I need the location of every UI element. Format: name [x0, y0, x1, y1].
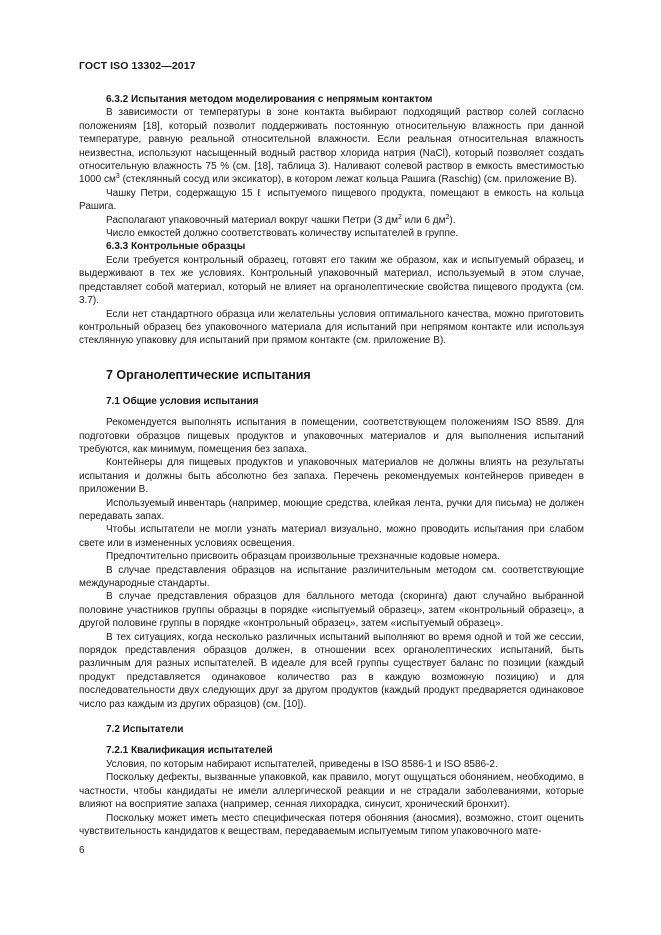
paragraph: В случае представления образцов на испытание различительным методом см. соответствующие международные стандарты. — [79, 564, 584, 589]
section-heading-7: 7 Органолептические испытания — [106, 367, 311, 382]
paragraph: Чтобы испытатели не могли узнать материал визуально, можно проводить испытания при слабом свете или в измененных условиях освещения. — [79, 524, 584, 549]
paragraph: Чашку Петри, содержащую 15 ℓ испытуемого пищевого продукта, помещают в емкость на кольца Рашига. — [79, 187, 584, 213]
paragraph: Поскольку может иметь место специфическая потеря обоняния (аносмия), возможно, стоит оценить чувствительность кандидатов к веществам, передаваемым испытуемым типом упаковочного мате- — [79, 812, 584, 837]
paragraph: Располагают упаковочный материал вокруг чашки Петри (3 $дм^2$ или 6 $дм^2$). — [106, 213, 456, 226]
paragraph: Если нет стандартного образца или желательны условия оптимального качества, можно приготовить контрольный образец без упаковочного материала для испытаний при непрямом контакте или используя стеклянную упаковку для испытаний при прямом контакте (см. приложение В). — [79, 308, 584, 347]
section-heading-7-2: 7.2 Испытатели — [106, 724, 184, 736]
paragraph: Условия, по которым набирают испытателей, приведены в ISO 8586-1 и ISO 8586-2. — [106, 758, 498, 770]
paragraph: Используемый инвентарь (например, моющие средства, клейкая лента, ручки для письма) не должен передавать запах. — [79, 497, 584, 522]
document-body — [79, 93, 584, 838]
paragraph: Предпочтительно присвоить образцам произвольные трехзначные кодовые номера. — [106, 551, 500, 563]
paragraph: В случае представления образцов для балльного метода (скоринга) дают случайно выбранной половине участников группы образцы в порядке «испытуемый образец», затем «контрольный образец», а другой половине группы в порядке «контрольный образец», затем «испытуемый образец». — [79, 591, 584, 630]
paragraph: В зависимости от температуры в зоне контакта выбирают подходящий раствор солей согласно положениям [18], который позволит поддерживать постоянную относительную влажность при данной температуре, равную реальной относительной влажности. Если реальная относительная влажность неизвестна, используют насыщенный водный раствор хлорида натрия (NaCl), который позволяет создать относительную влажность 75 % (см. [18], таблица 3). Наливают солевой раствор в емкость вместимостью 1000 $см^3$ (стеклянный сосуд или эксикатор), в котором лежат кольца Рашига (Raschig) (см. приложение В). — [79, 107, 584, 186]
paragraph: Поскольку дефекты, вызванные упаковкой, как правило, могут ощущаться обонянием, необходимо, в частности, чтобы кандидаты не имели аллергической реакции и не страдали заболеваниями, которые влияют на восприятие запаха (например, сенная лихорадка, синусит, хронический бронхит). — [79, 772, 584, 811]
section-heading-6-3-3: 6.3.3 Контрольные образцы — [106, 241, 246, 253]
paragraph: Если требуется контрольный образец, готовят его таким же образом, как и испытуемый образец, и выдерживают в тех же условиях. Контрольный упаковочный материал, используемый в этом случае, представляет собой материал, который не влияет на органолептические свойства пищевого продукта (см. 3.7). — [79, 254, 584, 307]
section-heading-7-1: 7.1 Общие условия испытания — [106, 395, 259, 407]
document-header: ГОСТ ISO 13302—2017 — [79, 60, 196, 72]
page-number: 6 — [79, 845, 85, 856]
paragraph: Контейнеры для пищевых продуктов и упаковочных материалов не должны влиять на результаты испытания и должны быть абсолютно без запаха. Перечень рекомендуемых контейнеров приведен в приложении В. — [79, 457, 584, 496]
paragraph: В тех ситуациях, когда несколько различных испытаний выполняют во время одной и той же сессии, порядок представления образцов должен, в отношении всех органолептических испытаний, быть различным для разных испытателей. В идеале для всей группы существует баланс по позиции (каждый продукт представляется одинаковое количество раз в каждую возможную позицию) и для последовательности двух следующих друг за другом продуктов (каждый продукт предваряется одинаковое число раз каждым из других образцов) (см. [10]). — [79, 631, 584, 710]
paragraph: Рекомендуется выполнять испытания в помещении, соответствующем положениям ISO 8589. Для подготовки образцов пищевых продуктов и упаковочных материалов и для выполнения испытаний требуются, как минимум, помещения без запаха. — [79, 417, 584, 455]
paragraph: Число емкостей должно соответствовать количеству испытателей в группе. — [106, 228, 459, 240]
section-heading-7-2-1: 7.2.1 Квалификация испытателей — [106, 745, 273, 757]
section-heading-6-3-2: 6.3.2 Испытания методом моделирования с непрямым контактом — [106, 94, 433, 105]
